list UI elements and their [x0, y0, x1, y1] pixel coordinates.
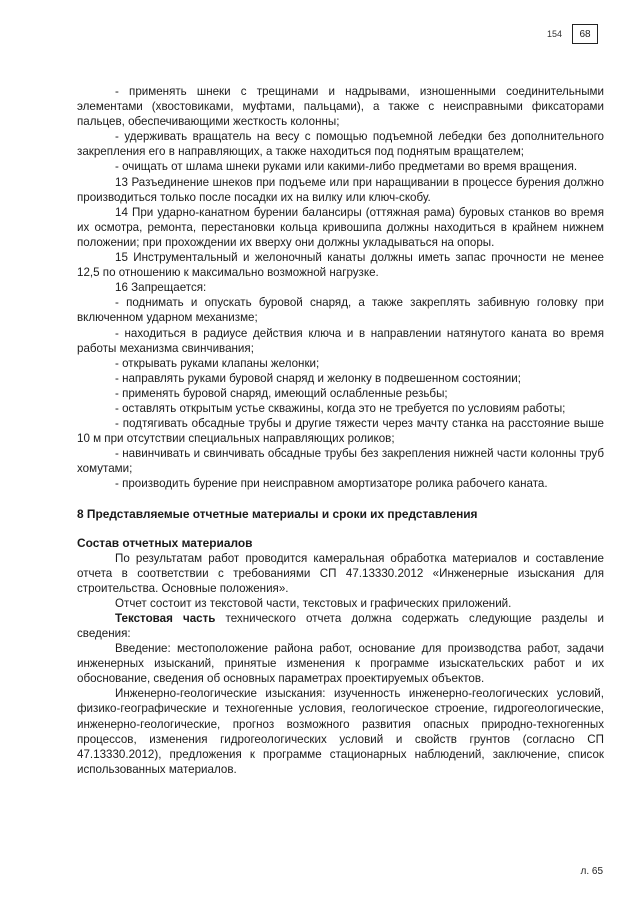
prohibited-item-9: - производить бурение при неисправном амортизаторе ролика рабочего каната. — [115, 477, 548, 491]
document-number: 154 — [546, 29, 562, 39]
text-part-term: Текстовая часть — [115, 611, 216, 625]
report-paragraph-geology: Инженерно-геологические изыскания: изученность инженерно-геологических условий, физико-географические и техногенные условия, геологическое строение, гидрогеологические, инженерно-геологические, прогноз возможного развития опасных природно-техногенных процессов, изменения гидрогеологических условий и свойств грунтов (согласно СП 47.13330.2012), предложения к программе стационарных наблюдений, заключение, список использованных материалов. — [77, 687, 604, 776]
prohibited-item-3: - открывать руками клапаны желонки; — [115, 356, 320, 370]
paragraph-item-1: - применять шнеки с трещинами и надрывами, изношенными соединительными элементами (хвостовиками, муфтами, пальцами), а также с неисправными фиксаторами пальцев, обеспечивающими жесткость колонны; — [77, 85, 604, 129]
paragraph-item-3: - очищать от шлама шнеки руками или какими-либо предметами во время вращения. — [115, 160, 578, 174]
subsection-heading: Состав отчетных материалов — [77, 535, 253, 550]
paragraph-item-14: 14 При ударно-канатном бурении балансиры (оттяжная рама) буровых станков во время их осмотра, ремонта, перестановки кольца кривошипа должны находиться в крайнем нижнем положении; при прохождении их вверху они должны укладываться на опоры. — [77, 205, 604, 249]
prohibited-item-6: - оставлять открытым устье скважины, когда это не требуется по условиям работы; — [115, 401, 566, 415]
paragraph-item-15: 15 Инструментальный и желоночный канаты должны иметь запас прочности не менее 12,5 по отношению к максимально возможной нагрузке. — [77, 251, 604, 280]
prohibited-item-7: - подтягивать обсадные трубы и другие тяжести через мачту станка на расстояние выше 10 м при отсутствии специальных направляющих роликов; — [77, 417, 604, 446]
prohibited-item-8: - навинчивать и свинчивать обсадные трубы без закрепления нижней части колонны труб хомутами; — [77, 447, 604, 476]
paragraph-item-13: 13 Разъединение шнеков при подъеме или при наращивании в процессе бурения должно производиться только после посадки их на вилку или ключ-скобу. — [77, 175, 604, 204]
text-part-rest: технического отчета должна содержать следующие разделы и сведения: — [77, 611, 604, 640]
prohibited-item-2: - находиться в радиусе действия ключа и в направлении натянутого каната во время работы механизма свинчивания; — [77, 326, 604, 355]
sheet-number: л. 65 — [580, 866, 603, 877]
report-paragraph-1: По результатам работ проводится камеральная обработка материалов и составление отчета в соответствии с требованиями СП 47.13330.2012 «Инженерные изыскания для строительства. Основные положения». — [77, 551, 604, 595]
page-content — [77, 84, 604, 777]
report-paragraph-2: Отчет состоит из текстовой части, текстовых и графических приложений. — [115, 596, 512, 610]
prohibited-item-5: - применять буровой снаряд, имеющий ослабленные резьбы; — [115, 386, 448, 400]
paragraph-item-2: - удерживать вращатель на весу с помощью подъемной лебедки без дополнительного закрепления его в направляющих, а также находиться под поднятым вращателем; — [77, 130, 604, 159]
prohibited-item-4: - направлять руками буровой снаряд и желонку в подвешенном состоянии; — [115, 371, 521, 385]
prohibited-item-1: - поднимать и опускать буровой снаряд, а также закреплять забивную головку при включенном ударном механизме; — [77, 296, 604, 325]
section-heading: 8 Представляемые отчетные материалы и сроки их представления — [77, 506, 478, 521]
report-paragraph-intro: Введение: местоположение района работ, основание для производства работ, задачи инженерных изысканий, принятые изменения к программе изыскательских работ и их обоснование, сведения об основных параметрах проектируемых объектов. — [77, 642, 604, 686]
report-paragraph-3 — [77, 611, 604, 641]
paragraph-item-16: 16 Запрещается: — [115, 281, 207, 295]
page-header — [547, 24, 598, 44]
page-number-box: 68 — [572, 24, 598, 44]
